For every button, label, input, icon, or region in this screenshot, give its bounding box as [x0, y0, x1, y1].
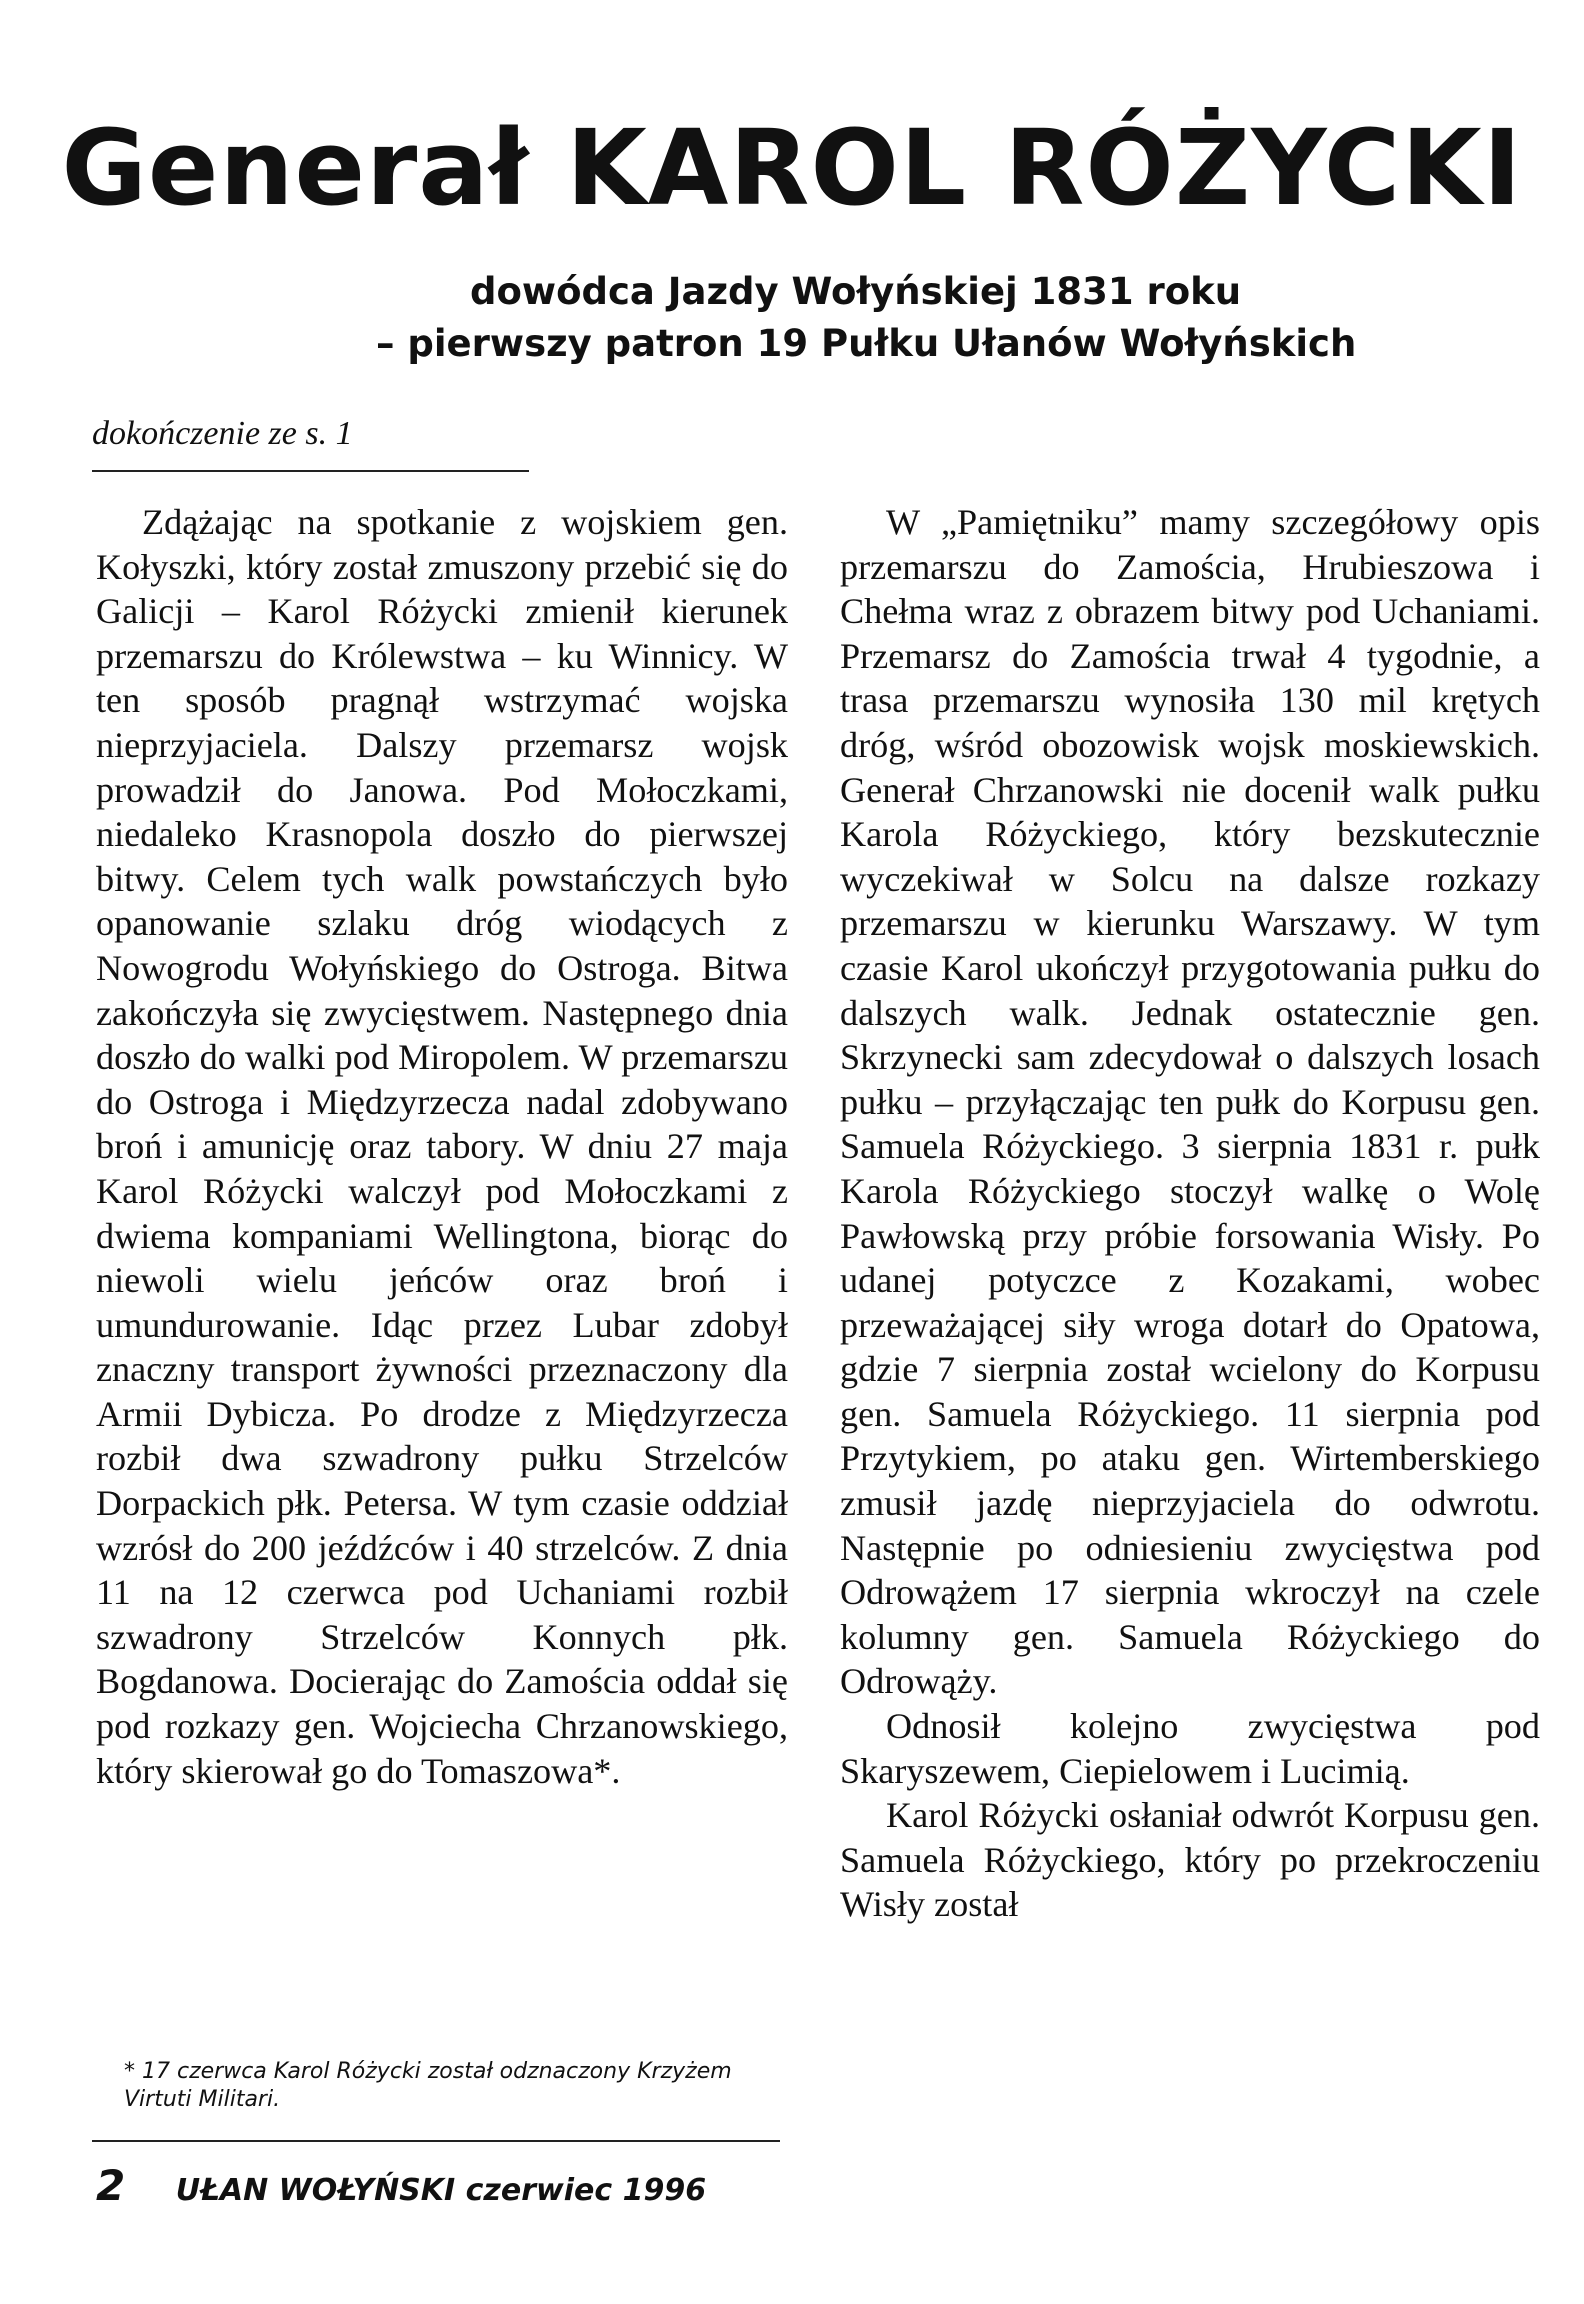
page-footer — [96, 2161, 707, 2211]
page-number: 2 — [96, 2161, 126, 2210]
footer-divider — [92, 2140, 780, 2142]
body-paragraph: Odnosił kolejno zwycięstwa pod Skaryszewem, Ciepielowem i Lucimią. — [840, 1706, 1540, 1791]
article-subtitle-line-1: dowódca Jazdy Wołyńskiej 1831 roku — [470, 270, 1242, 313]
body-paragraph: Karol Różycki osłaniał odwrót Korpusu gen. Samuela Różyckiego, który po przekroczeniu Wisły został — [840, 1795, 1540, 1925]
body-paragraph: Zdążając na spotkanie z wojskiem gen. Kołyszki, który został zmuszony przebić się do Galicji – Karol Różycki zmienił kierunek przemarszu do Królewstwa – ku Winnicy. W ten sposób pragnął wstrzymać wojska nieprzyjaciela. Dalszy przemarsz wojsk prowadził do Janowa. Pod Mołoczkami, niedaleko Krasnopola doszło do pierwszej bitwy. Celem tych walk powstańczych było opanowanie szlaku dróg wiodących z Nowogrodu Wołyńskiego do Ostroga. Bitwa zakończyła się zwycięstwem. Następnego dnia doszło do walki pod Miropolem. W przemarszu do Ostroga i Międzyrzecza nadal zdobywano broń i amunicję oraz tabory. W dniu 27 maja Karol Różycki walczył pod Mołoczkami z dwiema kompaniami Wellingtona, biorąc do niewoli wielu jeńców oraz broń i umundurowanie. Idąc przez Lubar zdobył znaczny transport żywności przeznaczony dla Armii Dybicza. Po drodze z Międzyrzecza rozbił dwa szwadrony pułku Strzelców Dorpackich płk. Petersa. W tym czasie oddział wzrósł do 200 jeźdźców i 40 strzelców. Z dnia 11 na 12 czerwca pod Uchaniami rozbił szwadrony Strzelców Konnych płk. Bogdanowa. Docierając do Zamościa oddał się pod rozkazy gen. Wojciecha Chrzanowskiego, który skierował go do Tomaszowa*. — [96, 502, 788, 1791]
continued-from-note: dokończenie ze s. 1 — [92, 415, 353, 452]
footnote: * 17 czerwca Karol Różycki został odznaczony Krzyżem Virtuti Militari. — [124, 2059, 732, 2112]
article-subtitle-line-2: – pierwszy patron 19 Pułku Ułanów Wołyńskich — [376, 322, 1357, 365]
right-column — [840, 500, 1540, 1927]
article-title: Generał KAROL RÓŻYCKI — [61, 107, 1523, 229]
left-column — [96, 500, 788, 1793]
body-paragraph: W „Pamiętniku” mamy szczegółowy opis przemarszu do Zamościa, Hrubieszowa i Chełma wraz z obrazem bitwy pod Uchaniami. Przemarsz do Zamościa trwał 4 tygodnie, a trasa przemarszu wynosiła 130 mil krętych dróg, wśród obozowisk wojsk moskiewskich. Generał Chrzanowski nie docenił walk pułku Karola Różyckiego, który bezskutecznie wyczekiwał w Solcu na dalsze rozkazy przemarszu w kierunku Warszawy. W tym czasie Karol ukończył przygotowania pułku do dalszych walk. Jednak ostatecznie gen. Skrzynecki sam zdecydował o dalszych losach pułku – przyłączając ten pułk do Korpusu gen. Samuela Różyckiego. 3 sierpnia 1831 r. pułk Karola Różyckiego stoczył walkę o Wolę Pawłowską przy próbie forsowania Wisły. Po udanej potyczce z Kozakami, wobec przeważającej siły wroga dotarł do Opatowa, gdzie 7 sierpnia został wcielony do Korpusu gen. Samuela Różyckiego. 11 sierpnia pod Przytykiem, po ataku gen. Wirtemberskiego zmusił jazdę nieprzyjaciela do odwrotu. Następnie po odniesieniu zwycięstwa pod Odrowążem 17 sierpnia wkroczył na czele kolumny gen. Samuela Różyckiego do Odrowąży. — [840, 502, 1540, 1702]
section-divider — [92, 470, 529, 472]
publication-name: UŁAN WOŁYŃSKI czerwiec 1996 — [175, 2173, 707, 2208]
